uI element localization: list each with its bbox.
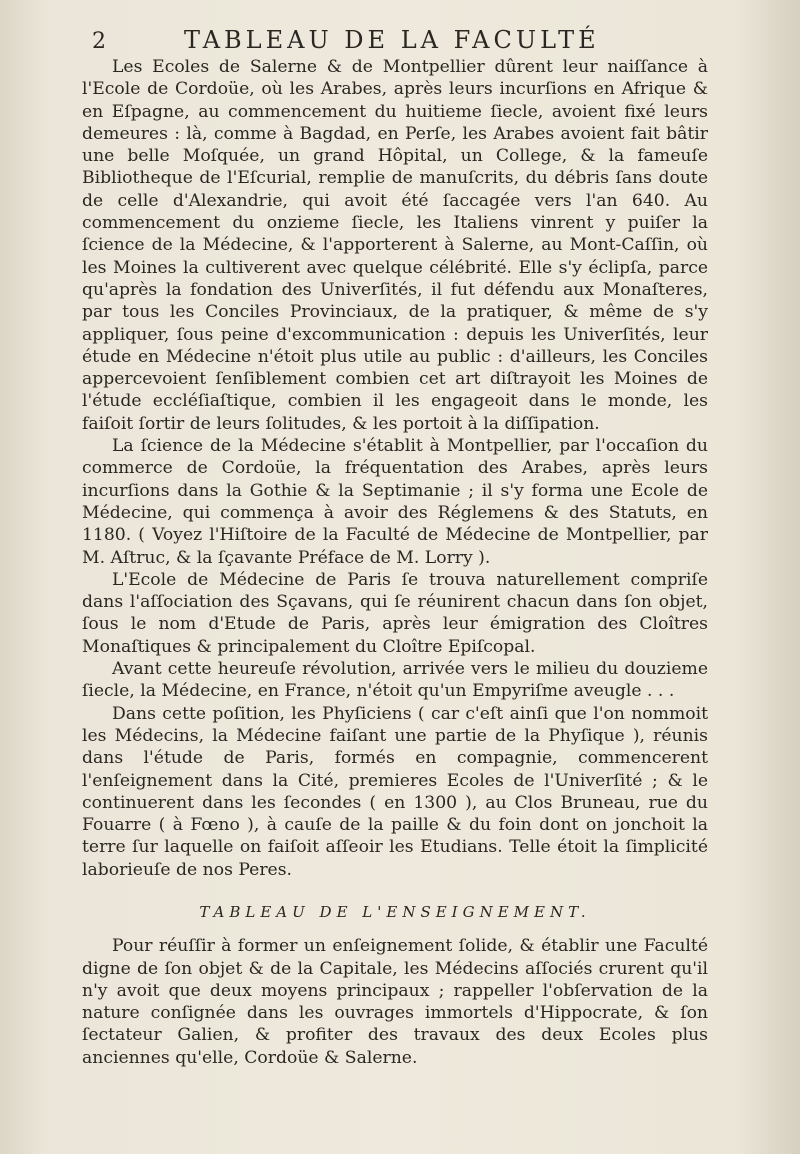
page-number: 2: [92, 29, 106, 54]
page-body: [82, 56, 708, 1069]
page-header: [92, 26, 712, 56]
section-heading: TABLEAU DE L'ENSEIGNEMENT.: [199, 902, 591, 921]
paragraph: La ſcience de la Médecine s'établit à Montpellier, par l'occaſion du commerce de Cordoüe, la fréquentation des Arabes, après leurs incurſions dans la Gothie & la Septimanie ; il s'y forma une Ecole de Médecine, qui commença à avoir des Réglemens & des Statuts, en 1180. ( Voyez l'Hiſtoire de la Faculté de Médecine de Montpellier, par M. Aſtruc, & la ſçavante Préface de M. Lorry ).: [82, 436, 708, 568]
paragraph: Dans cette poſition, les Phyſiciens ( car c'eſt ainſi que l'on nommoit les Médecins, la Médecine faiſant une partie de la Phyſique ), réunis dans l'étude de Paris, formés en compagnie, commencerent l'enſeignement dans la Cité, premieres Ecoles de l'Univerſité ; & le continuerent dans les ſecondes ( en 1300 ), au Clos Bruneau, rue du Fouarre ( à Fœno ), à cauſe de la paille & du foin dont on jonchoit la terre ſur laquelle on faiſoit aſſeoir les Etudians. Telle étoit la ſimplicité laborieuſe de nos Peres.: [82, 703, 708, 880]
paragraph: Les Ecoles de Salerne & de Montpellier dûrent leur naiſſance à l'Ecole de Cordoüe, où les Arabes, après leurs incurſions en Afrique & en Eſpagne, au commencement du huitieme ſiecle, avoient fixé leurs demeures : là, comme à Bagdad, en Perſe, les Arabes avoient fait bâtir une belle Moſquée, un grand Hôpital, un College, & la fameuſe Bibliotheque de l'Eſcurial, remplie de manuſcrits, du débris ſans doute de celle d'Alexandrie, qui avoit été ſaccagée vers l'an 640. Au commencement du onzieme ſiecle, les Italiens vinrent y puiſer la ſcience de la Médecine, & l'apporterent à Salerne, au Mont-Caſſin, où les Moines la cultiverent avec quelque célébrité. Elle s'y éclipſa, parce qu'après la fondation des Univerſités, il fut défendu aux Monaſteres, par tous les Conciles Provinciaux, de la pratiquer, & même de s'y appliquer, ſous peine d'excommunication : depuis les Univerſités, leur étude en Médecine n'étoit plus utile au public : d'ailleurs, les Conciles appercevoient ſenſiblement combien cet art diſtrayoit les Moines de l'étude eccléſiaſtique, combien il les engageoit dans le monde, les faiſoit ſortir de leurs ſolitudes, & les portoit à la diſſipation.: [82, 57, 708, 434]
paragraph: Avant cette heureuſe révolution, arrivée vers le milieu du douzieme ſiecle, la Médecine, en France, n'étoit qu'un Empyriſme aveugle . . .: [82, 659, 708, 702]
paragraph: Pour réuſſir à former un enſeignement ſolide, & établir une Faculté digne de ſon objet & de la Capitale, les Médecins aſſociés crurent qu'il n'y avoit que deux moyens principaux ; rappeller l'obſervation de la nature conſignée dans les ouvrages immortels d'Hippocrate, & ſon ſectateur Galien, & profiter des travaux des deux Ecoles plus anciennes qu'elle, Cordoüe & Salerne.: [82, 936, 708, 1068]
running-title: TABLEAU DE LA FACULTÉ: [184, 26, 600, 54]
paragraph: L'Ecole de Médecine de Paris ſe trouva naturellement compriſe dans l'aſſociation des Sçavans, qui ſe réunirent chacun dans ſon objet, ſous le nom d'Etude de Paris, après leur émigration des Cloîtres Monaſtiques & principalement du Cloître Epiſcopal.: [82, 569, 708, 657]
